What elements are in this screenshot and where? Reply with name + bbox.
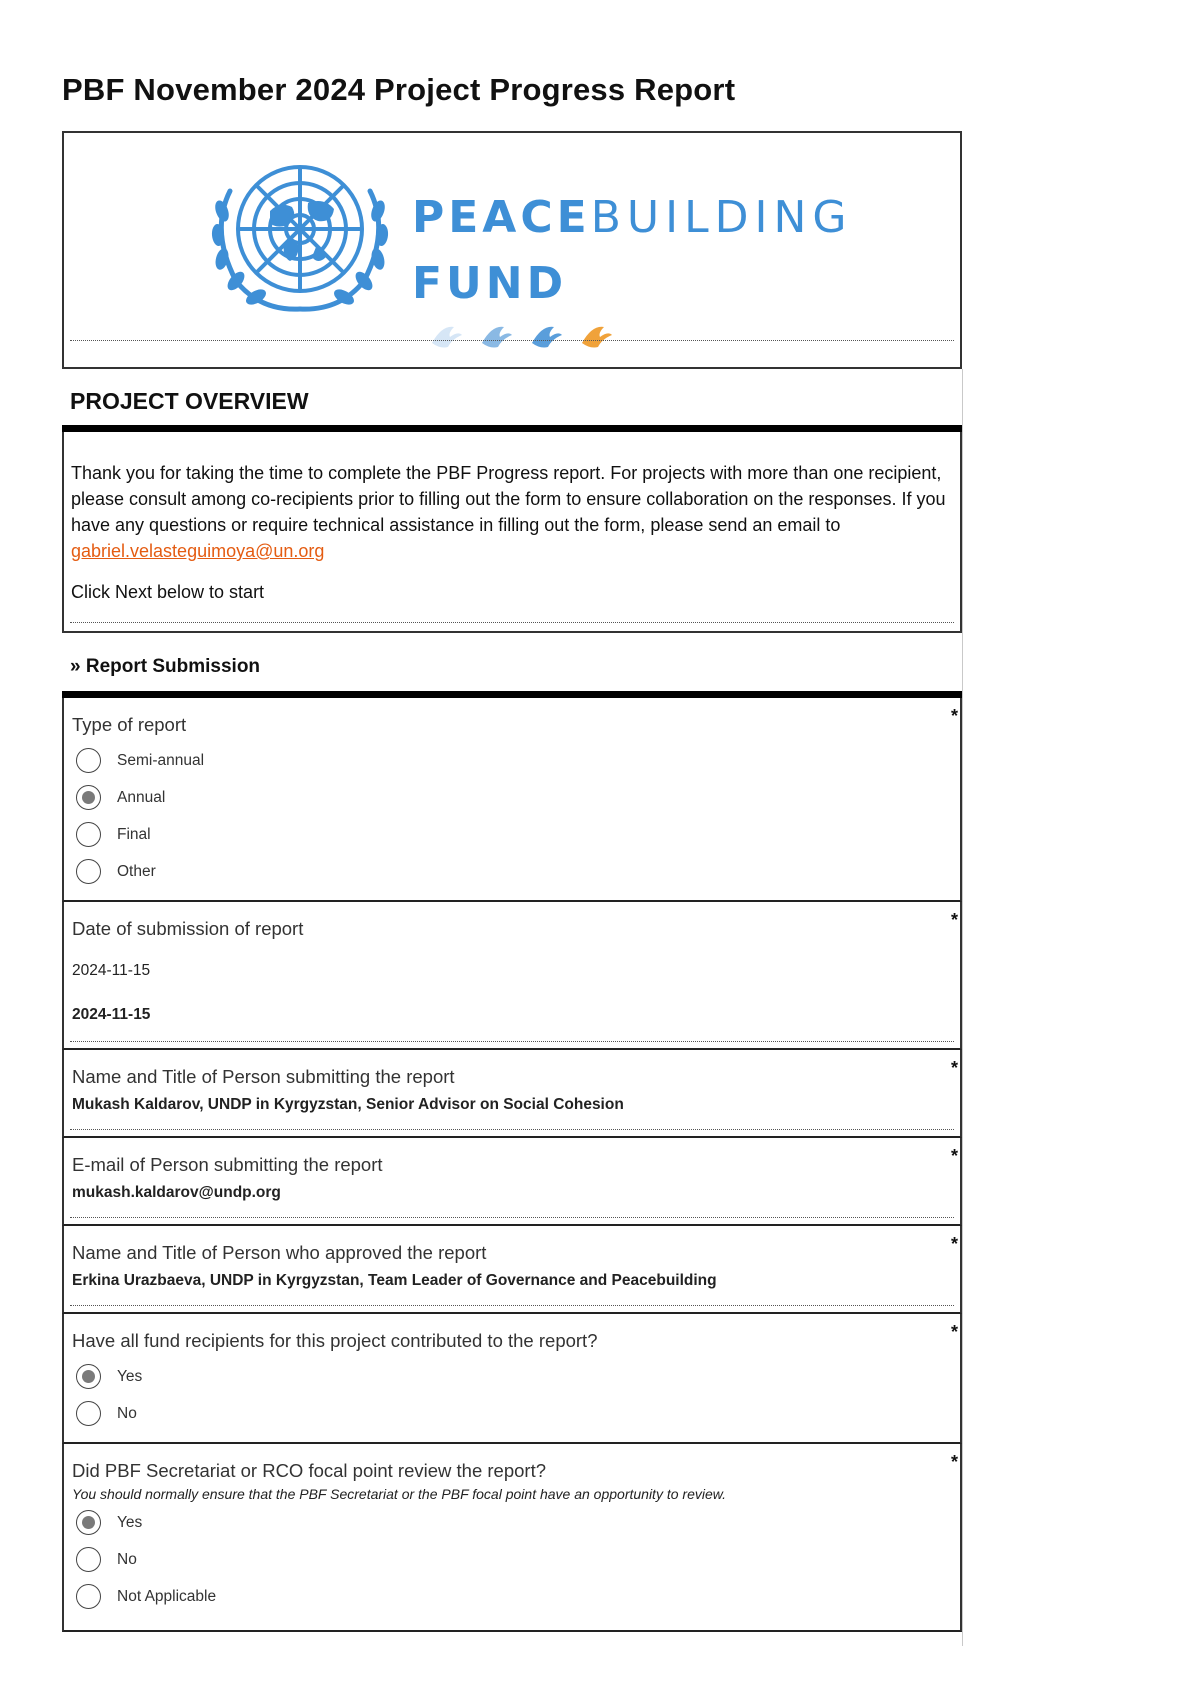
question-label: Date of submission of report [72,918,304,939]
option-label: Annual [117,788,166,806]
radio-button-selected[interactable] [76,1510,101,1535]
question-all-recipients-contributed [62,1314,962,1444]
logo-divider [70,340,954,341]
submitter-name-answer: Mukash Kaldarov, UNDP in Kyrgyzstan, Senior Advisor on Social Cohesion [72,1096,624,1113]
radio-option-no[interactable] [76,1541,960,1578]
required-marker: * [950,1234,958,1254]
section-bar-overview [62,425,962,432]
question-date-of-submission [62,902,962,1050]
question-label: Type of report [72,714,187,735]
wordmark-peace: PEACE [412,192,591,243]
radio-option-semi-annual[interactable] [76,742,960,779]
radio-button[interactable] [76,1547,101,1572]
radio-button-selected[interactable] [76,785,101,810]
required-marker: * [950,1452,958,1472]
option-label: Semi-annual [117,751,205,769]
intro-divider [70,622,954,623]
approver-name-answer: Erkina Urazbaeva, UNDP in Kyrgyzstan, Team Leader of Governance and Peacebuilding [72,1272,717,1289]
question-label: Have all fund recipients for this project contributed to the report? [72,1330,598,1351]
question-type-of-report [62,698,962,902]
required-marker: * [950,1058,958,1078]
answer-divider [70,1041,954,1042]
option-label: Not Applicable [117,1587,217,1605]
radio-button-selected[interactable] [76,1364,101,1389]
question-label: Name and Title of Person submitting the report [72,1066,455,1087]
intro-panel [62,432,962,633]
required-marker: * [950,1322,958,1342]
intro-paragraph: Thank you for taking the time to complete the PBF Progress report. For projects with more than one recipient, please consult among co-recipients prior to filling out the form to ensure collaboration on the responses. If you have any questions or require technical assistance in filling out the form, please send an email to [71,463,946,535]
option-label: Final [117,825,151,843]
radio-option-other[interactable] [76,853,960,890]
option-label: Other [117,862,156,880]
question-label: Name and Title of Person who approved the report [72,1242,487,1263]
radio-button[interactable] [76,822,101,847]
start-instruction: Click Next below to start [71,582,265,602]
section-bar-submission [62,691,962,698]
required-marker: * [950,706,958,726]
question-label: Did PBF Secretariat or RCO focal point review the report? [72,1460,546,1481]
doves-icon [426,317,626,357]
page-title: PBF November 2024 Project Progress Report [62,72,736,107]
section-title-overview: PROJECT OVERVIEW [70,388,309,414]
question-secretariat-review [62,1444,962,1632]
radio-option-no[interactable] [76,1395,960,1432]
radio-option-annual[interactable] [76,779,960,816]
answer-divider [70,1305,954,1306]
option-label: No [117,1550,137,1568]
section-title-report-submission: » Report Submission [70,656,261,677]
page-right-rule [962,369,963,1646]
date-answer: 2024-11-15 [72,1006,151,1023]
un-emblem-icon [200,151,400,321]
logo-panel [62,131,962,369]
radio-option-yes[interactable] [76,1358,960,1395]
contact-email-link[interactable]: gabriel.velasteguimoya@un.org [71,541,325,561]
question-label: E-mail of Person submitting the report [72,1154,383,1175]
question-submitter-name [62,1050,962,1138]
answer-divider [70,1217,954,1218]
option-label: No [117,1404,137,1422]
option-label: Yes [117,1367,143,1385]
submitter-email-answer: mukash.kaldarov@undp.org [72,1184,281,1201]
question-submitter-email [62,1138,962,1226]
radio-button[interactable] [76,748,101,773]
option-label: Yes [117,1513,143,1531]
radio-button[interactable] [76,1584,101,1609]
intro-text [71,460,952,564]
question-approver-name [62,1226,962,1314]
peacebuilding-fund-logo [200,151,853,321]
radio-button[interactable] [76,1401,101,1426]
wordmark-building: BUILDING [590,192,853,243]
radio-option-not-applicable[interactable] [76,1578,960,1615]
required-marker: * [950,1146,958,1166]
radio-option-yes[interactable] [76,1504,960,1541]
question-hint: You should normally ensure that the PBF Secretariat or the PBF focal point have an opportunity to review. [72,1486,726,1502]
radio-option-final[interactable] [76,816,960,853]
radio-button[interactable] [76,859,101,884]
wordmark [412,185,852,357]
wordmark-fund: FUND [412,258,568,309]
required-marker: * [950,910,958,930]
date-input-value[interactable]: 2024-11-15 [72,962,151,979]
answer-divider [70,1129,954,1130]
